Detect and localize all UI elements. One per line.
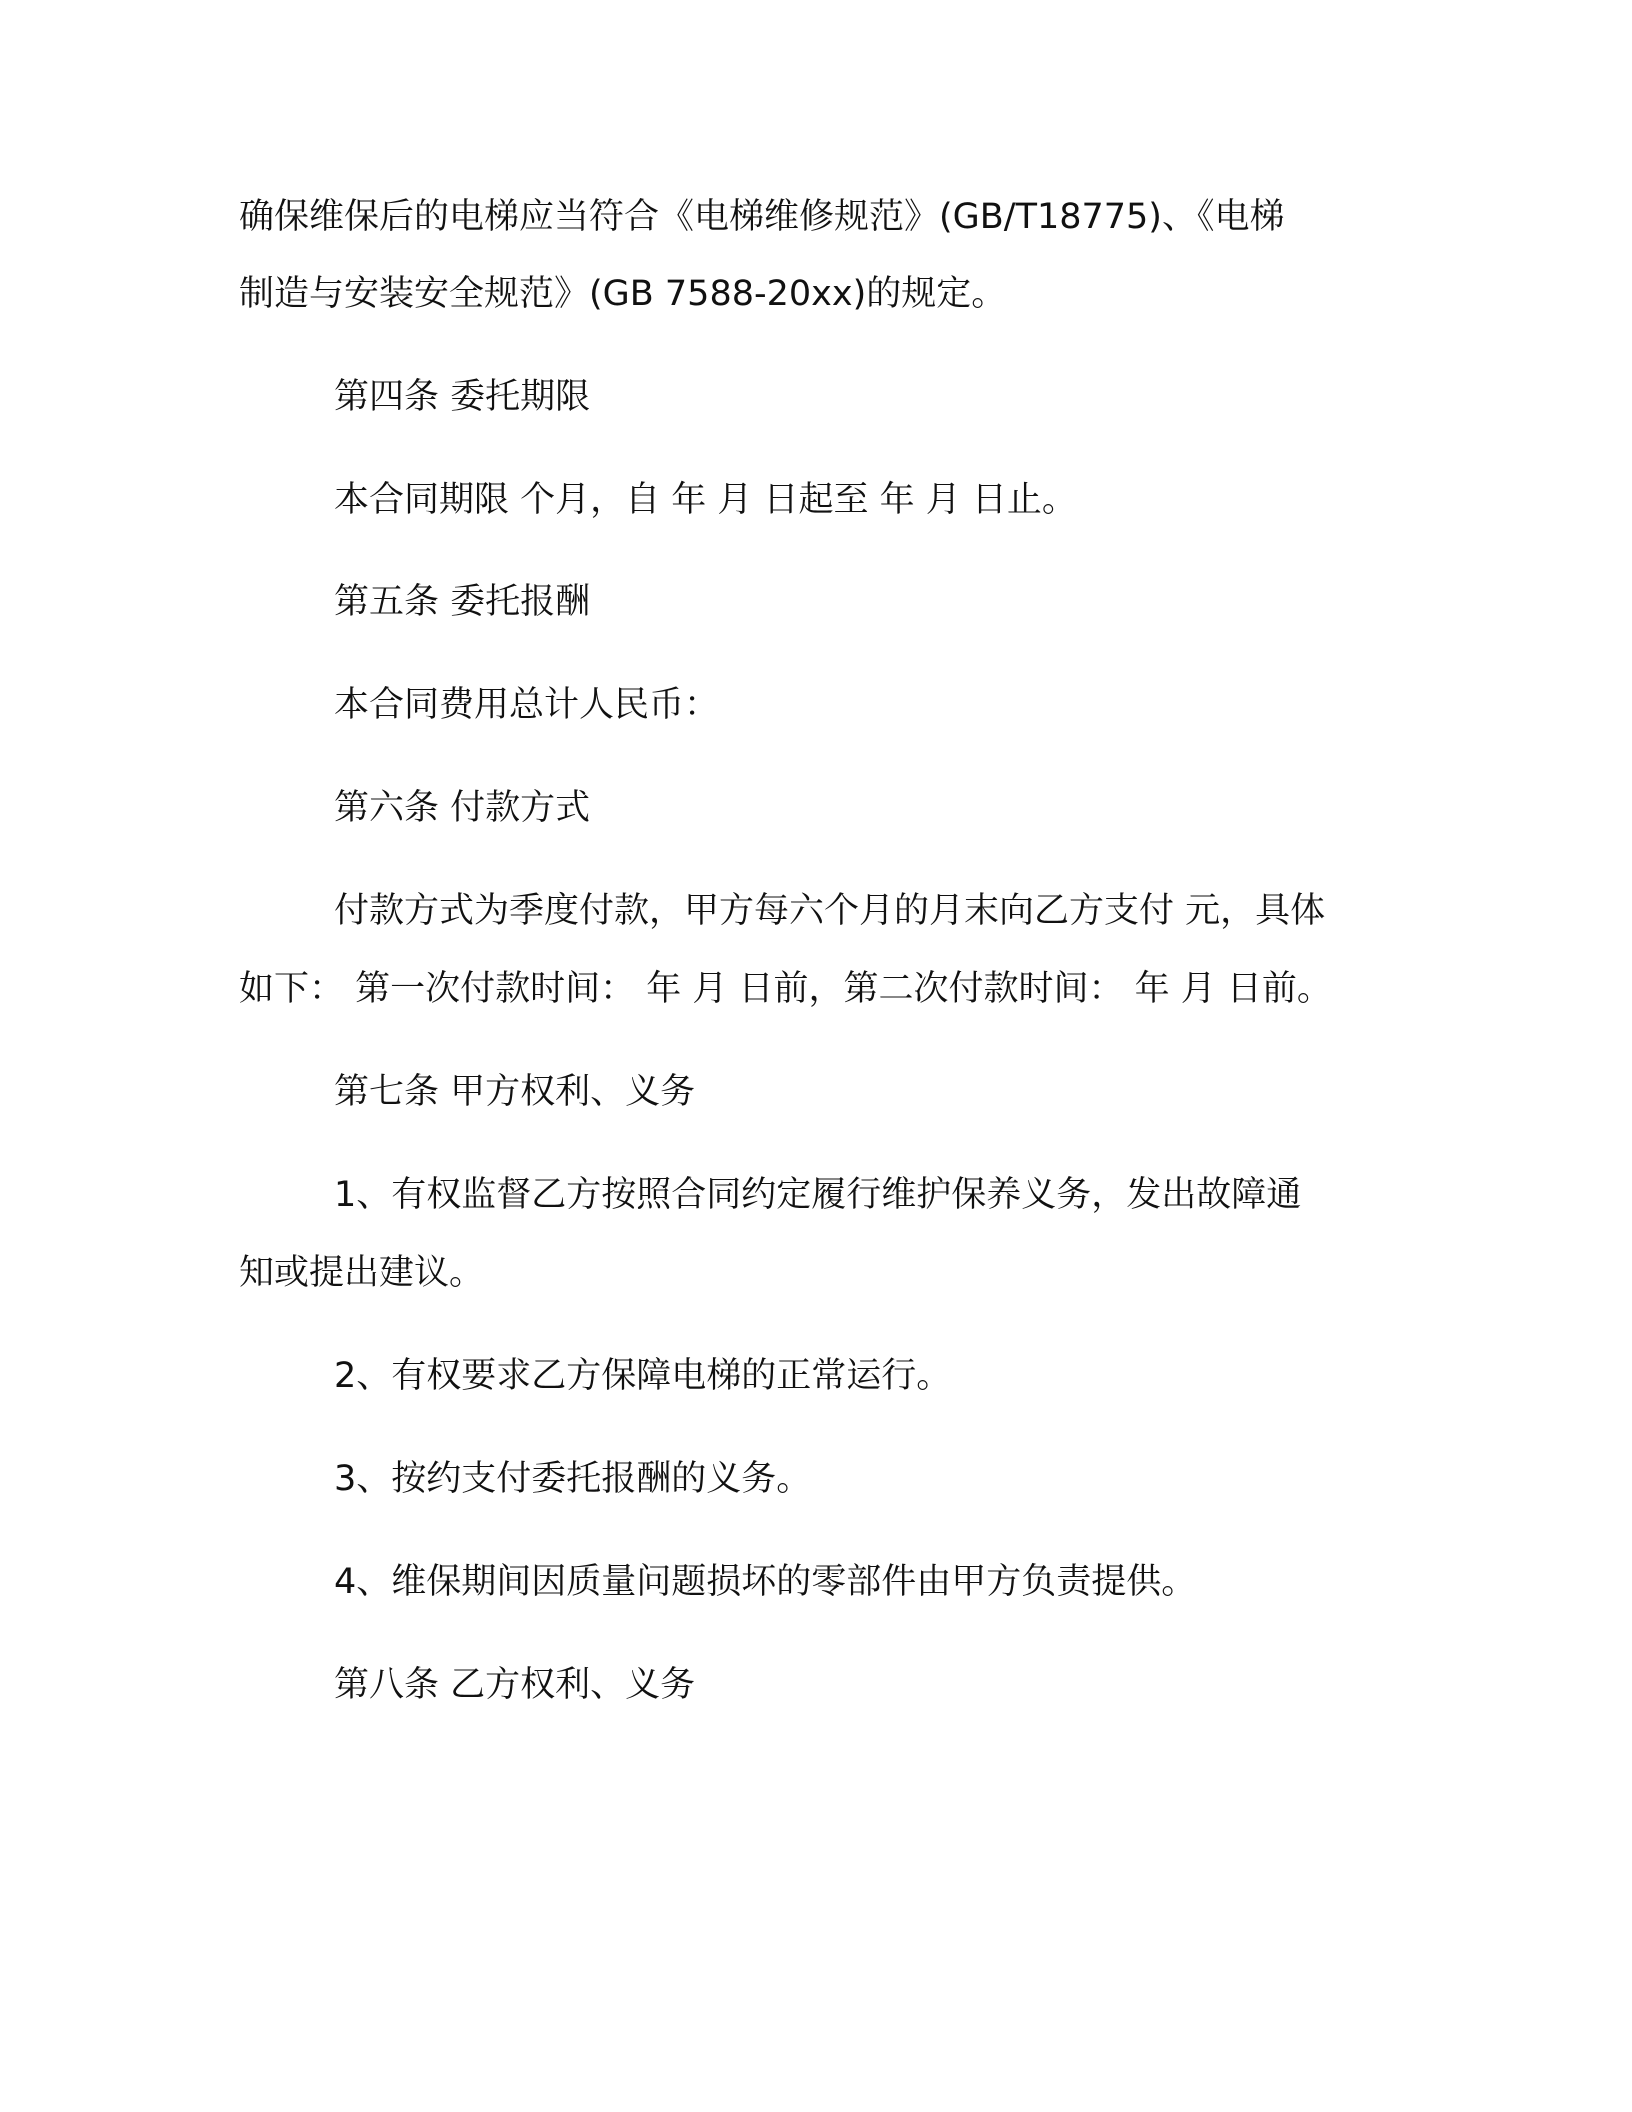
article-4-text: 本合同期限 个月，自 年 月 日起至 年 月 日止。: [334, 480, 1077, 520]
article-7-item-3: 3、按约支付委托报酬的义务。: [334, 1459, 812, 1499]
paragraph-standard-line-2: 制造与安装安全规范》(GB 7588-20xx)的规定。: [239, 274, 1007, 314]
article-6-heading: 第六条 付款方式: [334, 788, 591, 828]
article-8-heading: 第八条 乙方权利、义务: [334, 1665, 696, 1705]
article-5-heading: 第五条 委托报酬: [334, 582, 591, 622]
article-5-text: 本合同费用总计人民币：: [334, 685, 720, 725]
article-7-item-2: 2、有权要求乙方保障电梯的正常运行。: [334, 1356, 952, 1396]
article-7-item-1-line-1: 1、有权监督乙方按照合同约定履行维护保养义务，发出故障通: [334, 1175, 1302, 1215]
article-6-text-line-1: 付款方式为季度付款，甲方每六个月的月末向乙方支付 元，具体: [334, 891, 1326, 931]
article-6-text-line-2: 如下： 第一次付款时间： 年 月 日前，第二次付款时间： 年 月 日前。: [239, 969, 1332, 1009]
article-7-heading: 第七条 甲方权利、义务: [334, 1072, 696, 1112]
paragraph-standard-line-1: 确保维保后的电梯应当符合《电梯维修规范》(GB/T18775)、《电梯: [239, 197, 1285, 237]
article-7-item-1-line-2: 知或提出建议。: [239, 1253, 485, 1293]
article-4-heading: 第四条 委托期限: [334, 377, 591, 417]
article-7-item-4: 4、维保期间因质量问题损坏的零部件由甲方负责提供。: [334, 1562, 1197, 1602]
